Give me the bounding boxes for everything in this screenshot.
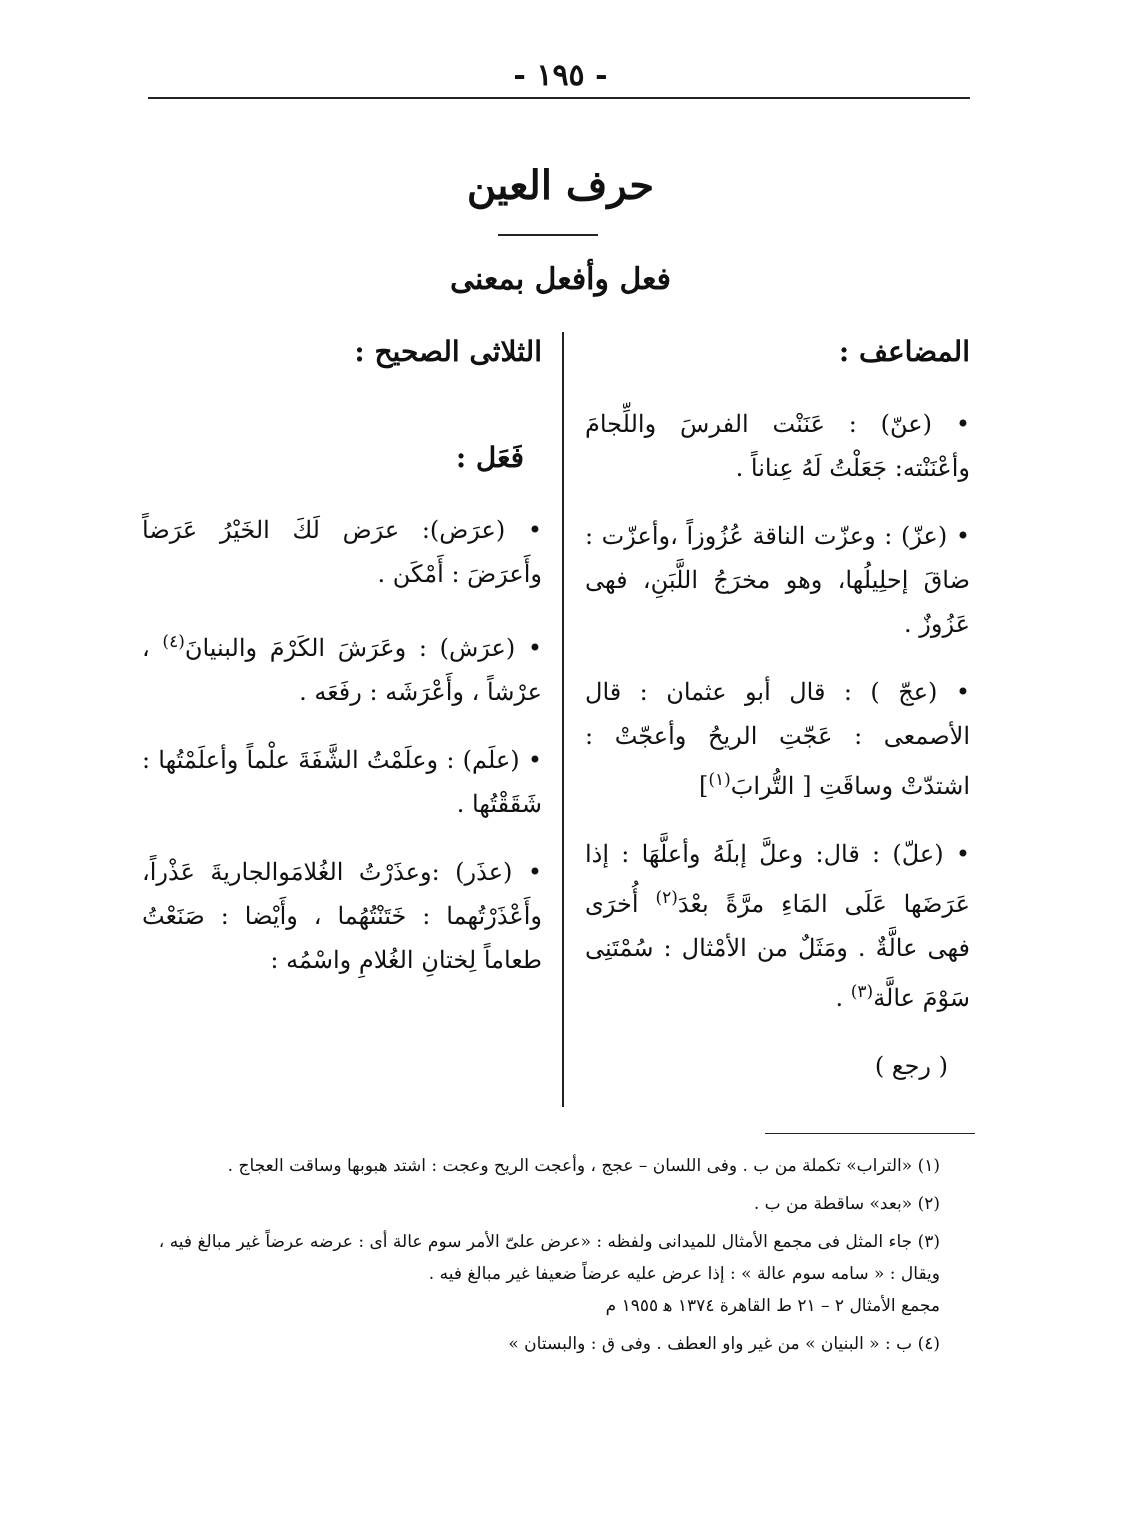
entry-adhar: • (عذَر) :وعذَرْتُ الغُلامَوالجاريةَ عَذْراً، وأَعْذَرْتُهما : خَتَنْتُهُما ، وأَيْضا : صَنَعْتُ طعاماً لِختانِ الغُلامِ واسْمُه : <box>142 858 542 974</box>
footnote-1: (١) «التراب» تكملة من ب . وفى اللسان – عجج ، وأعجت الريح وعجت : اشتد هبوبها وساقت العجاج . <box>227 1156 940 1176</box>
entry-all <box>585 832 970 1020</box>
entry-ajj-text: • (عجّ ) : قال أبو عثمان : قال الأصمعى : عَجّتِ الريحُ وأعجّتْ : اشتدّتْ وساقَتِ [ التُّرابَ <box>585 678 970 800</box>
entry-all-cont: أُخرَى فهى عالَّةٌ . ومَثَلٌ من الأمْثال : سُمْتَنِى سَوْمَ عالَّة <box>585 890 970 1012</box>
footnote-3-cont: ويقال : « سامه سوم عالة » : إذا عرض عليه عرضاً ضعيفا غير مبالغ فيه . <box>428 1264 940 1284</box>
header-rule <box>148 97 970 99</box>
catchword: ( رجع ) <box>874 1052 948 1080</box>
left-column <box>142 330 542 1006</box>
footnote-2: (٢) «بعد» ساقطة من ب . <box>753 1194 940 1214</box>
column-divider <box>562 332 564 1107</box>
entry-arash-cont: ، عرْشاً ، وأَعْرَشَه : رفَعَه . <box>142 634 542 706</box>
left-column-heading: الثلاثى الصحيح : <box>354 335 542 368</box>
entry-all-text: • (علّ) : قال: وعلَّ إبلَهُ وأعلَّهَا : إذا عَرَضَها عَلَى المَاءِ مرَّةً بعْدَ <box>585 840 970 918</box>
entry-ann: • (عنّ) : عَنَنْت الفرسَ واللِّجامَ وأعْنَنْته: جَعَلْتُ لَهُ عِناناً . <box>585 410 970 482</box>
footnote-ref-2: (٢) <box>655 888 678 908</box>
entry-alam: • (علَم) : وعلَمْتُ الشَّفَةَ علْماً وأعلَمْتُها : شَقَقْتُها . <box>142 746 542 818</box>
page-number: - ١٩٥ - <box>513 58 608 93</box>
footnote-4: (٤) ب : « البنيان » من غير واو العطف . وفى ق : والبستان » <box>508 1334 940 1354</box>
entry-ajj-close: ] <box>698 772 709 800</box>
entry-all-period: . <box>835 984 851 1012</box>
footnote-ref-3: (٣) <box>850 982 874 1002</box>
left-column-subheading: فَعَل : <box>455 441 524 474</box>
entry-azz: • (عزّ) : وعزّت الناقة عُزُوزاً ،وأعزّت : ضاقَ إحلِيلُها، وهو مخرَجُ اللَّبَنِ، فهى عَزُوزٌ . <box>585 522 970 638</box>
entry-arad: • (عرَض): عرَض لَكَ الخَيْرُ عَرَضاً وأَعرَضَ : أَمْكَن . <box>142 516 542 588</box>
section-subtitle: فعل وأفعل بمعنى <box>449 262 671 297</box>
footnote-ref-4: (٤) <box>162 632 185 652</box>
right-column <box>585 330 970 1088</box>
footnote-3: (٣) جاء المثل فى مجمع الأمثال للميدانى ولفظه : «عرض علىّ الأمر سوم عالة أى : عرضه عرضاً غير مبالغ فيه ، <box>158 1232 940 1252</box>
entry-arash <box>142 620 542 714</box>
entry-arash-text: • (عرَش) : وعَرَشَ الكَرْمَ والبنيانَ <box>184 634 542 662</box>
footnote-3-source: مجمع الأمثال ٢ – ٢١ ط القاهرة ١٣٧٤ ﻫ ١٩٥٥ م <box>605 1296 940 1316</box>
footnotes <box>150 1150 940 1366</box>
chapter-title: حرف العين <box>466 162 655 209</box>
title-rule <box>498 234 598 236</box>
footnote-ref-1: (١) <box>708 770 731 790</box>
footnote-rule <box>765 1133 975 1134</box>
entry-ajj <box>585 670 970 808</box>
right-column-heading: المضاعف : <box>838 335 970 368</box>
